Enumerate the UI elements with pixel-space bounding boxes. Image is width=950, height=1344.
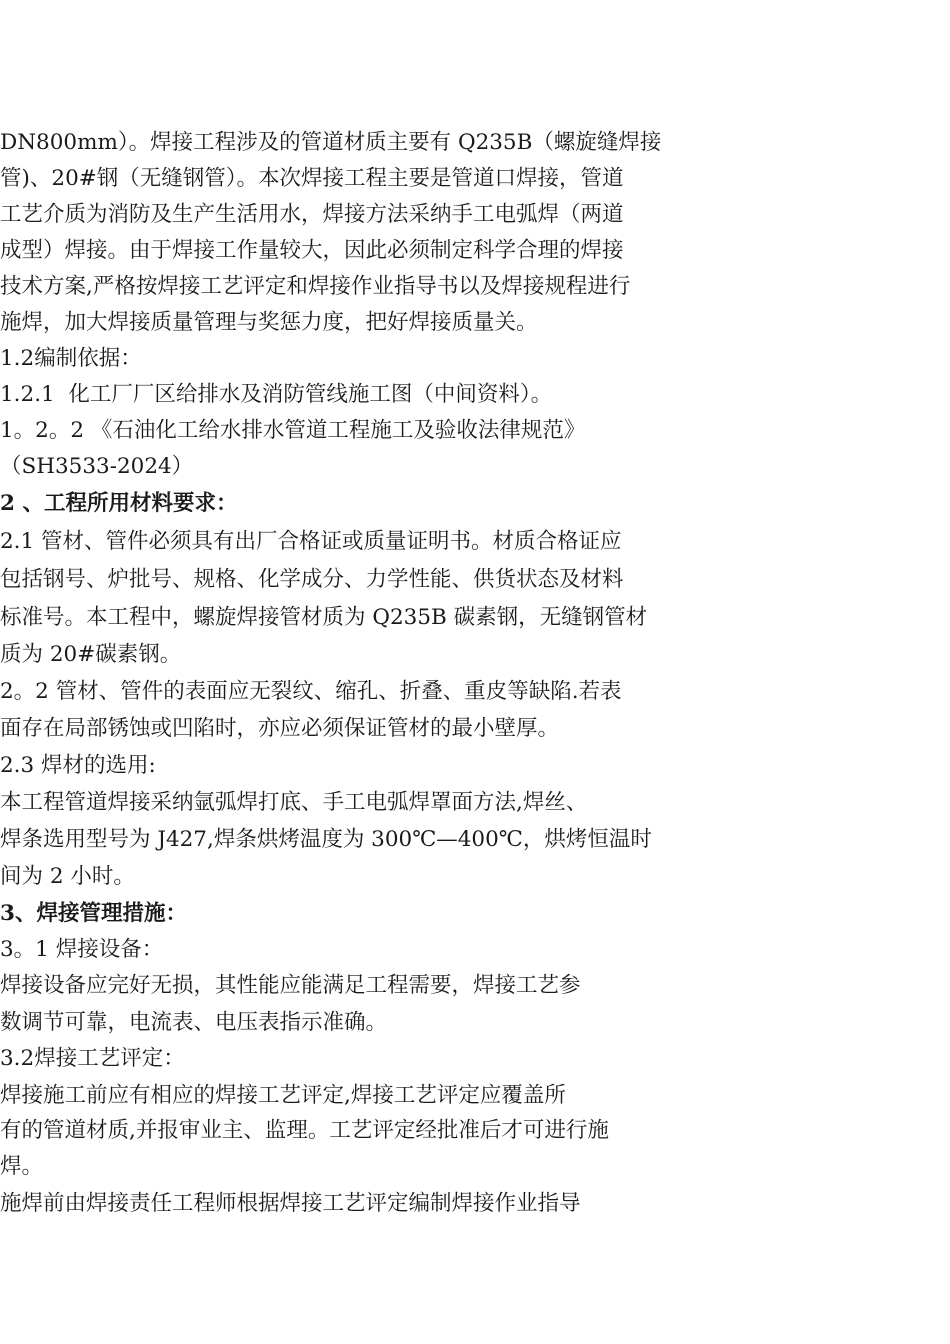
text-line: [0, 562, 950, 598]
line-text: 数调节可靠，电流表、电压表指示准确。: [0, 1010, 388, 1035]
line-text: （SH3533-2024）: [0, 454, 194, 479]
text-line: [0, 161, 950, 197]
text-line: [0, 1078, 950, 1114]
text-line: [0, 377, 950, 413]
text-line: [0, 1186, 950, 1222]
line-text: 2 、工程所用材料要求：: [0, 491, 238, 516]
line-text: 技术方案,严格按焊接工艺评定和焊接作业指导书以及焊接规程进行: [0, 274, 631, 299]
line-text: 焊接设备应完好无损，其性能应能满足工程需要，焊接工艺参: [0, 973, 581, 998]
line-text: 1.2.1 化工厂厂区给排水及消防管线施工图（中间资料）。: [0, 382, 553, 407]
line-text: 3。1 焊接设备：: [0, 937, 164, 962]
line-text: 1.2编制依据：: [0, 346, 142, 371]
text-line: [0, 968, 950, 1004]
section-heading: [0, 932, 950, 968]
line-text: 施焊前由焊接责任工程师根据焊接工艺评定编制焊接作业指导: [0, 1191, 581, 1216]
text-line: [0, 785, 950, 821]
text-line: [0, 859, 950, 895]
text-line: [0, 1149, 950, 1185]
line-text: 工艺介质为消防及生产生活用水，焊接方法采纳手工电弧焊（两道: [0, 202, 624, 227]
text-line: [0, 233, 950, 269]
text-line: [0, 1005, 950, 1041]
line-text: 本工程管道焊接采纳氩弧焊打底、手工电弧焊罩面方法,焊丝、: [0, 790, 588, 815]
line-text: 2.1 管材、管件必须具有出厂合格证或质量证明书。材质合格证应: [0, 529, 622, 554]
text-line: [0, 524, 950, 560]
line-text: DN800mm）。焊接工程涉及的管道材质主要有 Q235B（螺旋缝焊接: [0, 130, 662, 155]
line-text: 管)、20#钢（无缝钢管）。本次焊接工程主要是管道口焊接，管道: [0, 166, 624, 191]
line-text: 3.2焊接工艺评定：: [0, 1046, 185, 1071]
line-text: 有的管道材质,并报审业主、监理。工艺评定经批准后才可进行施: [0, 1118, 609, 1143]
text-line: [0, 305, 950, 341]
line-text: 1。2。2 《石油化工给水排水管道工程施工及验收法律规范》: [0, 418, 586, 443]
line-text: 焊接施工前应有相应的焊接工艺评定,焊接工艺评定应覆盖所: [0, 1083, 566, 1108]
line-text: 面存在局部锈蚀或凹陷时，亦应必须保证管材的最小壁厚。: [0, 716, 560, 741]
line-text: 焊。: [0, 1154, 44, 1179]
line-text: 成型）焊接。由于焊接工作量较大，因此必须制定科学合理的焊接: [0, 238, 624, 263]
text-line: [0, 125, 950, 161]
text-line: [0, 413, 950, 449]
line-text: 标准号。本工程中，螺旋焊接管材质为 Q235B 碳素钢，无缝钢管材: [0, 605, 648, 630]
line-text: 2。2 管材、管件的表面应无裂纹、缩孔、折叠、重皮等缺陷.若表: [0, 679, 622, 704]
text-line: [0, 197, 950, 233]
text-line: [0, 822, 950, 858]
text-line: [0, 711, 950, 747]
section-heading: [0, 1041, 950, 1077]
text-line: [0, 1113, 950, 1149]
text-line: [0, 637, 950, 673]
text-line: [0, 269, 950, 305]
line-text: 包括钢号、炉批号、规格、化学成分、力学性能、供货状态及材料: [0, 567, 624, 592]
line-text: 间为 2 小时。: [0, 864, 135, 889]
line-text: 2.3 焊材的选用:: [0, 753, 156, 778]
line-text: 焊条选用型号为 J427,焊条烘烤温度为 300℃—400℃，烘烤恒温时: [0, 827, 652, 852]
line-text: 质为 20#碳素钢。: [0, 642, 182, 667]
line-text: 施焊，加大焊接质量管理与奖惩力度，把好焊接质量关。: [0, 310, 538, 335]
section-heading: [0, 748, 950, 784]
text-line: [0, 600, 950, 636]
text-line: [0, 674, 950, 710]
section-heading: [0, 896, 950, 932]
text-line: [0, 449, 950, 485]
line-text: 3、焊接管理措施：: [0, 901, 187, 926]
section-heading: [0, 341, 950, 377]
section-heading: [0, 486, 950, 522]
